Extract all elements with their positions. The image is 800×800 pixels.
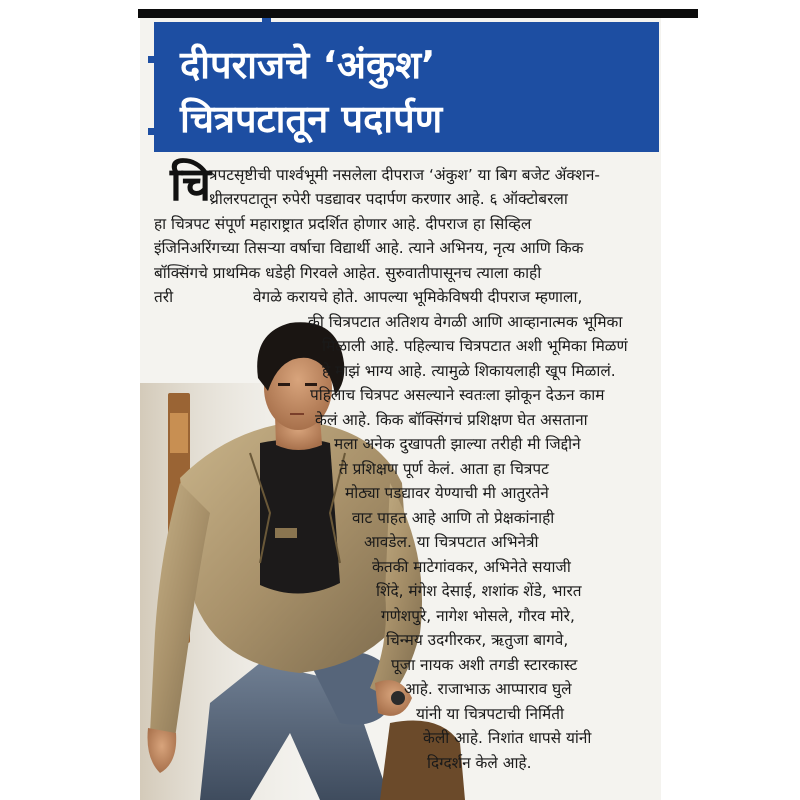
body-line: केलं आहे. किक बॉक्सिंगचं प्रशिक्षण घेत असताना [315,411,588,429]
body-line: की चित्रपटात अतिशय वेगळी आणि आव्हानात्मक भूमिका [308,313,623,331]
headline-banner [154,22,659,152]
band-tick-mark [262,18,271,27]
body-line: आहे. राजाभाऊ आप्पाराव घुले [404,680,572,698]
body-line: यांनी या चित्रपटाची निर्मिती [416,705,565,723]
headline-line-1: दीपराजचे ‘अंकुश’ [180,43,436,87]
body-line: त्रपटसृष्टीची पार्श्वभूमी नसलेला दीपराज ‘अंकुश’ या बिग बजेट ॲक्शन- [209,166,600,184]
body-line: पहिलाच चित्रपट असल्याने स्वतःला झोकून देऊन काम [310,386,605,404]
body-line: इंजिनिअरिंगच्या तिसऱ्या वर्षाचा विद्यार्थी आहे. त्याने अभिनय, नृत्य आणि किक [154,239,584,257]
body-line: शिंदे, मंगेश देसाई, शशांक शेंडे, भारत [376,582,582,600]
body-line: केतकी माटेगांवकर, अभिनेते सयाजी [372,558,571,576]
drop-cap: चि [170,157,212,211]
top-border-bar [138,9,698,18]
body-line: वेगळे करायचे होते. आपल्या भूमिकेविषयी दीपराज म्हणाला, [253,288,583,306]
newspaper-clipping [140,18,661,800]
body-line: बॉक्सिंगचे प्राथमिक धडेही गिरवले आहेत. सुरुवातीपासूनच त्याला काही [154,264,542,282]
body-line: तरी [154,288,174,306]
body-line: दिग्दर्शन केले आहे. [427,754,532,772]
body-line: गणेशपुरे, नागेश भोसले, गौरव मोरे, [381,607,575,625]
body-line: ते प्रशिक्षण पूर्ण केलं. आता हा चित्रपट [339,460,549,478]
band-tick-mark [148,56,155,63]
body-line: वाट पाहत आहे आणि तो प्रेक्षकांनाही [352,509,555,527]
body-line: हा चित्रपट संपूर्ण महाराष्ट्रात प्रदर्शित होणार आहे. दीपराज हा सिव्हिल [154,215,532,233]
body-line: केली आहे. निशांत धापसे यांनी [423,729,592,747]
body-line: मिळाली आहे. पहिल्याच चित्रपटात अशी भूमिका मिळणं [322,337,628,355]
headline-line-2: चित्रपटातून पदार्पण [180,97,443,141]
band-tick-mark [148,128,155,135]
body-line: मला अनेक दुखापती झाल्या तरीही मी जिद्दीने [334,435,581,453]
body-line: आवडेल. या चित्रपटात अभिनेत्री [364,533,539,551]
body-line: चिन्मय उदगीरकर, ऋतुजा बागवे, [386,631,569,649]
body-line: पूजा नायक अशी तगडी स्टारकास्ट [391,656,578,674]
body-line: थ्रीलरपटातून रुपेरी पडद्यावर पदार्पण करणार आहे. ६ ऑक्टोबरला [209,190,568,208]
body-line: मोठ्या पडद्यावर येण्याची मी आतुरतेने [345,484,549,502]
body-line: हे माझं भाग्य आहे. त्यामुळे शिकायलाही खूप मिळालं. [322,362,616,380]
